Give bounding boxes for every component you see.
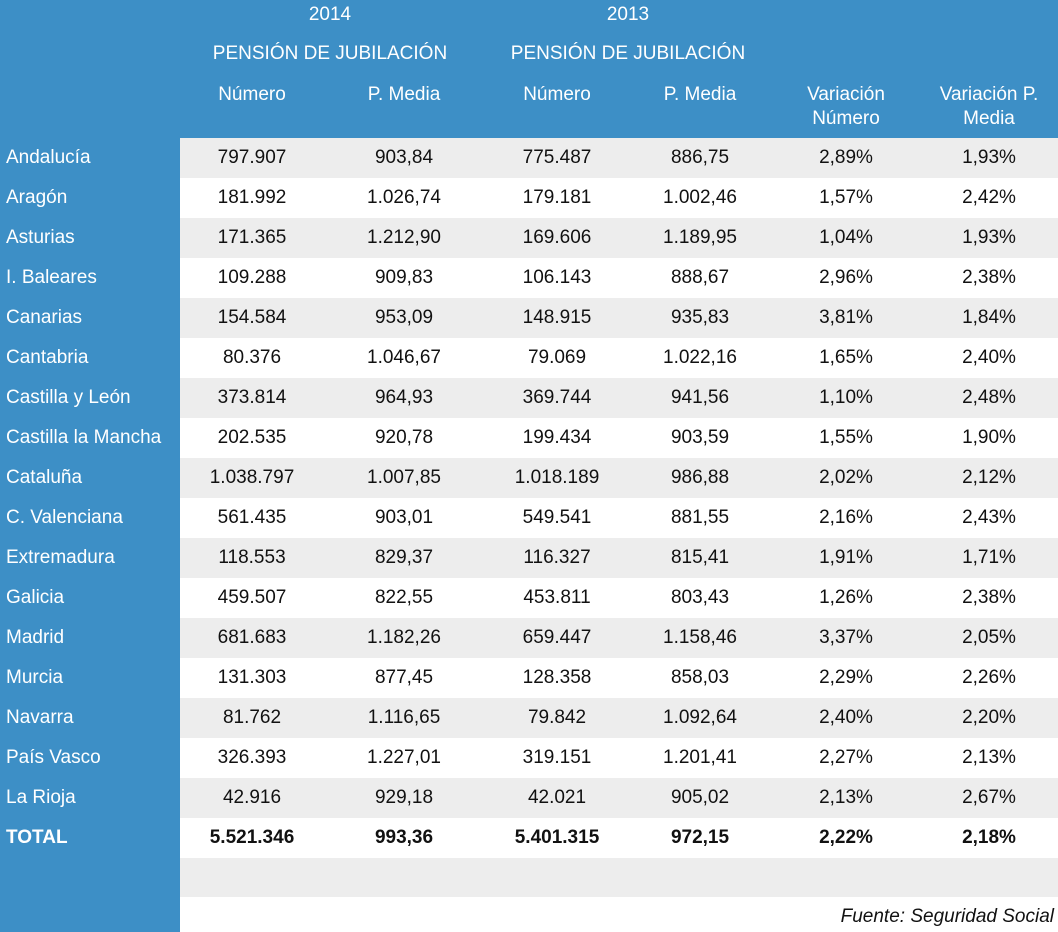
table-cell: 106.143 <box>522 267 592 288</box>
table-cell: 561.435 <box>217 507 287 528</box>
table-cell: 1.026,74 <box>367 187 441 208</box>
table-cell: 2,38% <box>962 587 1016 608</box>
table-cell: 154.584 <box>217 307 287 328</box>
table-cell: 131.303 <box>217 667 287 688</box>
table-cell: 2,40% <box>962 347 1016 368</box>
table-row <box>0 138 1058 178</box>
table-cell: 5.521.346 <box>209 827 295 848</box>
table-cell: 2,42% <box>962 187 1016 208</box>
table-cell: 858,03 <box>670 667 730 688</box>
table-cell: 181.992 <box>217 187 287 208</box>
table-cell: 199.434 <box>522 427 592 448</box>
table-cell: 1,57% <box>819 187 873 208</box>
col-header-variacion-numero: Variación Número <box>807 84 885 129</box>
table-cell: 1.158,46 <box>663 627 737 648</box>
table-cell: 171.365 <box>217 227 287 248</box>
group-2014-header: PENSIÓN DE JUBILACIÓN <box>212 43 448 64</box>
row-label: TOTAL <box>6 827 68 848</box>
table-cell: 1,04% <box>819 227 873 248</box>
table-cell: 1,10% <box>819 387 873 408</box>
table-row <box>0 258 1058 298</box>
table-cell: 1.022,16 <box>663 347 737 368</box>
table-cell: 2,13% <box>962 747 1016 768</box>
table-cell: 2,05% <box>962 627 1016 648</box>
table-cell: 79.069 <box>527 347 587 368</box>
table-row <box>0 538 1058 578</box>
table-cell: 822,55 <box>374 587 434 608</box>
table-cell: 459.507 <box>217 587 287 608</box>
table-row <box>0 658 1058 698</box>
table-cell: 42.916 <box>222 787 282 808</box>
table-cell: 905,02 <box>670 787 730 808</box>
table-cell: 3,81% <box>819 307 873 328</box>
table-cell: 1.046,67 <box>367 347 441 368</box>
col-header-variacion-pmedia: Variación P. Media <box>939 84 1039 129</box>
table-row <box>0 178 1058 218</box>
table-row <box>0 418 1058 458</box>
table-cell: 903,84 <box>374 147 434 168</box>
table-cell: 1.038.797 <box>209 467 295 488</box>
table-cell: 829,37 <box>374 547 434 568</box>
table-cell: 929,18 <box>374 787 434 808</box>
table-cell: 109.288 <box>217 267 287 288</box>
table-row <box>0 498 1058 538</box>
table-cell: 1,26% <box>819 587 873 608</box>
table-row <box>0 618 1058 658</box>
table-cell: 549.541 <box>522 507 592 528</box>
table-cell: 993,36 <box>374 827 434 848</box>
table-cell: 1,90% <box>962 427 1016 448</box>
table-cell: 1.116,65 <box>367 707 441 728</box>
table-cell: 1.018.189 <box>514 467 600 488</box>
table-cell: 116.327 <box>523 547 591 568</box>
table-cell: 2,89% <box>819 147 873 168</box>
table-cell: 920,78 <box>374 427 434 448</box>
table-cell: 681.683 <box>217 627 287 648</box>
table-cell: 886,75 <box>670 147 730 168</box>
table-cell: 2,43% <box>962 507 1016 528</box>
table-cell: 118.553 <box>218 547 286 568</box>
row-label: Navarra <box>6 707 74 728</box>
table-cell: 2,29% <box>819 667 873 688</box>
table-cell: 903,01 <box>374 507 434 528</box>
table-cell: 953,09 <box>374 307 434 328</box>
table-cell: 775.487 <box>522 147 592 168</box>
row-label: País Vasco <box>6 747 101 768</box>
table-cell: 3,37% <box>819 627 873 648</box>
table-cell: 42.021 <box>527 787 587 808</box>
pension-table <box>0 138 1058 858</box>
table-cell: 935,83 <box>670 307 730 328</box>
row-label: Murcia <box>6 667 64 688</box>
table-cell: 2,13% <box>819 787 873 808</box>
footer-shade-row <box>180 858 1058 897</box>
row-label: Extremadura <box>6 547 115 568</box>
table-row <box>0 698 1058 738</box>
table-cell: 2,38% <box>962 267 1016 288</box>
table-cell: 1,93% <box>962 227 1016 248</box>
table-cell: 128.358 <box>522 667 592 688</box>
table-cell: 2,67% <box>962 787 1016 808</box>
table-row <box>0 218 1058 258</box>
table-cell: 1,91% <box>819 547 873 568</box>
table-cell: 79.842 <box>527 707 587 728</box>
table-row <box>0 298 1058 338</box>
table-cell: 1.189,95 <box>663 227 737 248</box>
table-cell: 909,83 <box>374 267 434 288</box>
source-note: Fuente: Seguridad Social <box>840 906 1054 927</box>
table-cell: 2,02% <box>819 467 873 488</box>
row-label: Asturias <box>6 227 75 248</box>
row-label: La Rioja <box>6 787 76 808</box>
table-cell: 2,12% <box>962 467 1016 488</box>
table-cell: 2,48% <box>962 387 1016 408</box>
col-header-pmedia-2014: P. Media <box>367 84 441 105</box>
table-cell: 1.007,85 <box>367 467 441 488</box>
table-cell: 888,67 <box>670 267 730 288</box>
table-cell: 2,20% <box>962 707 1016 728</box>
table-cell: 5.401.315 <box>514 827 600 848</box>
table-cell: 80.376 <box>222 347 282 368</box>
table-cell: 1.092,64 <box>663 707 737 728</box>
table-row <box>0 738 1058 778</box>
table-cell: 1.182,26 <box>367 627 441 648</box>
table-cell: 373.814 <box>217 387 287 408</box>
row-label: Castilla y León <box>6 387 131 408</box>
row-label: Aragón <box>6 187 68 208</box>
table-cell: 1.227,01 <box>367 747 441 768</box>
table-cell: 659.447 <box>522 627 592 648</box>
table-cell: 1,55% <box>819 427 873 448</box>
table-cell: 1.002,46 <box>663 187 737 208</box>
table-cell: 1.201,41 <box>663 747 737 768</box>
table-cell: 986,88 <box>670 467 730 488</box>
table-cell: 2,18% <box>962 827 1016 848</box>
table-cell: 202.535 <box>217 427 287 448</box>
table-cell: 148.915 <box>522 307 592 328</box>
year-2014-header: 2014 <box>308 4 352 25</box>
group-2013-header: PENSIÓN DE JUBILACIÓN <box>510 43 746 64</box>
row-label: Galicia <box>6 587 65 608</box>
table-cell: 369.744 <box>522 387 592 408</box>
table-row <box>0 578 1058 618</box>
col-header-pmedia-2013: P. Media <box>663 84 737 105</box>
table-cell: 453.811 <box>523 587 591 608</box>
table-row <box>0 338 1058 378</box>
row-label: C. Valenciana <box>6 507 123 528</box>
table-cell: 1.212,90 <box>367 227 441 248</box>
table-cell: 1,65% <box>819 347 873 368</box>
table-cell: 2,26% <box>962 667 1016 688</box>
table-cell: 797.907 <box>217 147 287 168</box>
table-cell: 2,27% <box>819 747 873 768</box>
row-label: Canarias <box>6 307 83 328</box>
table-cell: 319.151 <box>522 747 592 768</box>
table-cell: 179.181 <box>522 187 592 208</box>
table-row <box>0 458 1058 498</box>
table-cell: 903,59 <box>670 427 730 448</box>
row-label: Cantabria <box>6 347 89 368</box>
total-row <box>0 818 1058 858</box>
table-cell: 881,55 <box>670 507 730 528</box>
col-header-numero-2014: Número <box>218 84 286 105</box>
col-header-numero-2013: Número <box>523 84 591 105</box>
row-label: Andalucía <box>6 147 91 168</box>
table-row <box>0 778 1058 818</box>
table-cell: 964,93 <box>374 387 434 408</box>
row-label: I. Baleares <box>6 267 97 288</box>
table-cell: 2,96% <box>819 267 873 288</box>
table-cell: 2,16% <box>819 507 873 528</box>
table-cell: 972,15 <box>670 827 730 848</box>
table-cell: 2,22% <box>819 827 873 848</box>
table-cell: 803,43 <box>670 587 730 608</box>
table-row <box>0 378 1058 418</box>
table-cell: 326.393 <box>217 747 287 768</box>
table-cell: 941,56 <box>670 387 730 408</box>
row-label: Cataluña <box>6 467 83 488</box>
table-cell: 1,93% <box>962 147 1016 168</box>
table-cell: 815,41 <box>670 547 730 568</box>
table-cell: 1,71% <box>962 547 1016 568</box>
year-2013-header: 2013 <box>606 4 650 25</box>
row-label: Castilla la Mancha <box>6 427 162 448</box>
table-cell: 81.762 <box>222 707 282 728</box>
table-cell: 2,40% <box>819 707 873 728</box>
table-cell: 169.606 <box>522 227 592 248</box>
row-label: Madrid <box>6 627 65 648</box>
table-cell: 877,45 <box>374 667 434 688</box>
table-cell: 1,84% <box>962 307 1016 328</box>
